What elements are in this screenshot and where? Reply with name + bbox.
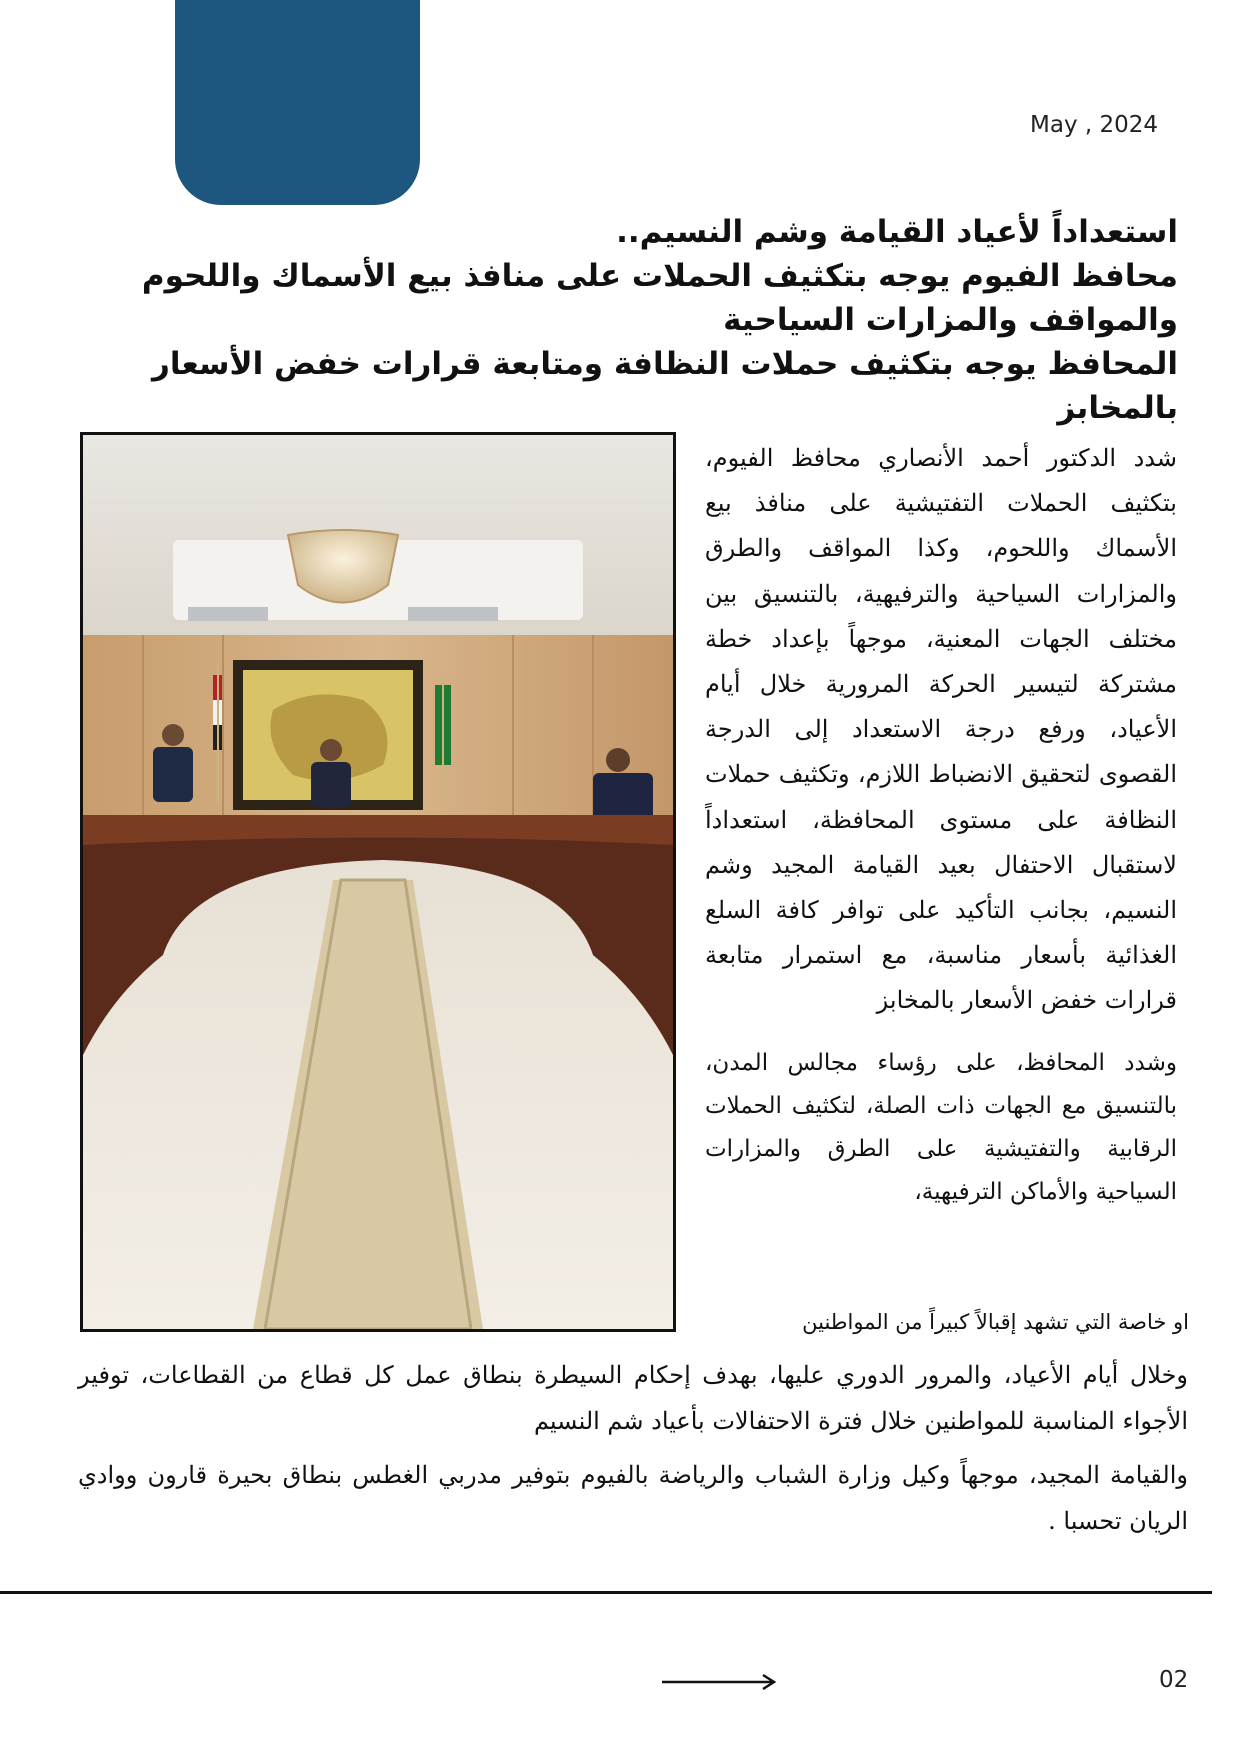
article-paragraph-1: شدد الدكتور أحمد الأنصاري محافظ الفيوم، بتكثيف الحملات التفتيشية على منافذ بيع الأسماك واللحوم، وكذا المواقف والطرق والمزارات السياحية والترفيهية، بالتنسيق بين مختلف الجهات المعنية، موجهاً بإعداد خطة مشتركة لتيسير الحركة المرورية خلال أيام الأعياد، ورفع درجة الاستعداد إلى الدرجة القصوى لتحقيق الانضباط اللازم، وتكثيف حملات النظافة على مستوى المحافظة، استعداداً لاستقبال الاحتفال بعيد القيامة المجيد وشم النسيم، بجانب التأكيد على توافر كافة السلع الغذائية بأسعار مناسبة، مع استمرار متابعة قرارات خفض الأسعار بالمخابز [705,444,1177,1015]
article-paragraph-2: وشدد المحافظ، على رؤساء مجالس المدن، بالتنسيق مع الجهات ذات الصلة، لتكثيف الحملات الرقابية والتفتيشية على الطرق والمزارات السياحية والأماكن الترفيهية، [705,1049,1177,1205]
photo-vent-right [408,607,498,621]
issue-date: May , 2024 [1030,112,1159,138]
photo-vent-left [188,607,268,621]
right-arrow-icon[interactable] [660,1672,780,1696]
article-paragraph-3: وخلال أيام الأعياد، والمرور الدوري عليها، بهدف إحكام السيطرة بنطاق عمل كل قطاع من القطاعات، توفير الأجواء المناسبة للمواطنين خلال فترة الاحتفالات بأعياد شم النسيم [78,1361,1189,1435]
article-column-right [705,436,1177,1214]
headline-line-3: المحافظ يوجه بتكثيف حملات النظافة ومتابعة قرارات خفض الأسعار بالمخابز [152,346,1178,426]
headline [78,210,1178,430]
headline-line-1: استعداداً لأعياد القيامة وشم النسيم.. [616,214,1178,250]
page-number: 02 [1159,1667,1189,1693]
article-paragraph-2-tail: او خاصة التي تشهد إقبالاً كبيراً من المواطنين [802,1310,1189,1334]
footer-divider [0,1591,1212,1594]
article-paragraph-4: والقيامة المجيد، موجهاً وكيل وزارة الشباب والرياضة بالفيوم بتوفير مدربي الغطس بنطاق بحيرة قارون ووادي الريان تحسبا . [78,1461,1188,1535]
header-accent-tab [175,0,420,205]
headline-line-2: محافظ الفيوم يوجه بتكثيف الحملات على منافذ بيع الأسماك واللحوم والمواقف والمزارات السياحية [141,258,1178,338]
meeting-room-photo [80,432,676,1332]
